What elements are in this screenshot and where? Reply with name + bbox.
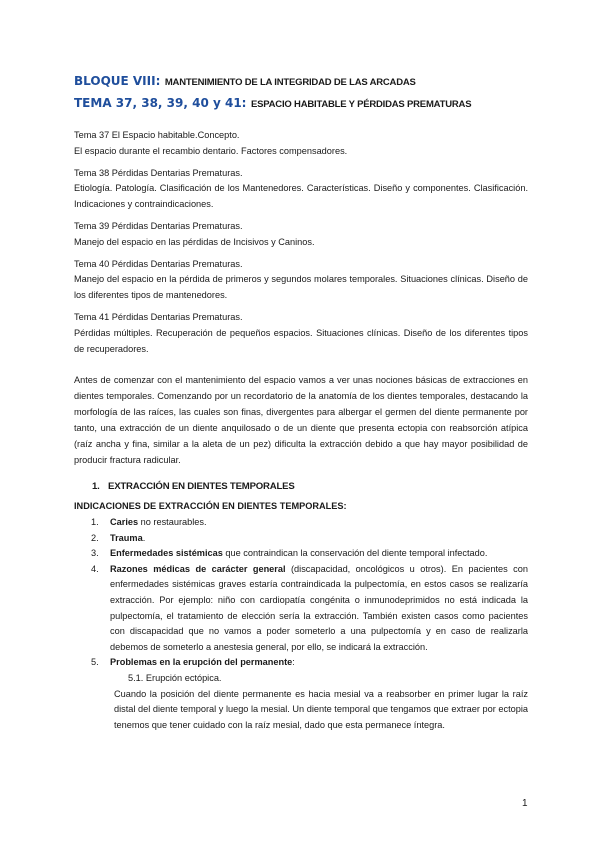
subitem — [110, 671, 528, 733]
item-lead: Trauma — [110, 532, 143, 543]
topic-heading: Tema 40 Pérdidas Dentarias Prematuras. — [74, 258, 243, 269]
subitem-title: Erupción ectópica. — [145, 672, 222, 683]
item-text: . — [142, 532, 146, 543]
item-number: 5. — [91, 657, 99, 668]
item-number: 1. — [91, 517, 99, 527]
list-item — [74, 655, 528, 733]
item-text: no restaurables. — [138, 517, 207, 527]
item-number: 3. — [91, 548, 99, 559]
topic-heading: Tema 39 Pérdidas Dentarias Prematuras. — [74, 220, 243, 231]
theme-label: TEMA 37, 38, 39, 40 y 41: — [74, 96, 247, 110]
topic-37 — [74, 128, 528, 160]
indications-subtitle: INDICACIONES DE EXTRACCIÓN EN DIENTES TEMPORALES: — [74, 501, 347, 511]
topic-38 — [74, 166, 528, 213]
list-item — [74, 531, 528, 547]
topic-text: Etiología. Patología. Clasificación de los Mantenedores. Características. Diseño y componentes. Clasificación. Indicaciones y contraindicaciones. — [74, 183, 528, 210]
block-header — [74, 72, 416, 90]
item-number: 4. — [91, 563, 99, 574]
topic-39 — [74, 219, 528, 251]
block-title: MANTENIMIENTO DE LA INTEGRIDAD DE LAS ARCADAS — [164, 77, 416, 88]
topic-41 — [74, 310, 528, 357]
topic-heading: Tema 41 Pérdidas Dentarias Prematuras. — [74, 311, 243, 322]
item-text: que contraindican la conservación del diente temporal infectado. — [222, 548, 488, 559]
page-number: 1 — [522, 798, 528, 809]
topic-text: Manejo del espacio en las pérdidas de Incisivos y Caninos. — [74, 236, 315, 247]
item-lead: Razones médicas de carácter general — [110, 563, 286, 574]
theme-header — [74, 94, 471, 112]
intro-paragraph: Antes de comenzar con el mantenimiento del espacio vamos a ver unas nociones básicas de extracciones en dientes temporales. Comenzando por un recordatorio de la anatomía de los dientes temporales, destacando la morfología de las raíces, las cuales son finas, divergentes para albergar el germen del diente permanente por tanto, una extracción de un diente anquilosado o de un diente que presenta ectopia con reabsorción atípica (raíz ancha y fina, similar a la aleta de un pez) dificulta la extracción debido a que hay mayor posibilidad de producir fractura radicular. — [74, 375, 528, 465]
section-number: 1. — [92, 481, 100, 492]
topic-heading: Tema 37 El Espacio habitable.Concepto. — [74, 130, 240, 140]
list-item — [74, 515, 528, 531]
topic-text: Pérdidas múltiples. Recuperación de pequeños espacios. Situaciones clínicas. Diseño de los diferentes tipos de recuperadores. — [74, 327, 528, 354]
topics-list — [74, 128, 528, 363]
item-text: : — [292, 657, 295, 668]
item-lead: Caries — [110, 517, 139, 527]
block-label: BLOQUE VIII: — [74, 74, 161, 88]
section-heading — [92, 481, 295, 492]
section-title: EXTRACCIÓN EN DIENTES TEMPORALES — [108, 481, 295, 492]
theme-title: ESPACIO HABITABLE Y PÉRDIDAS PREMATURAS — [250, 99, 472, 110]
item-lead: Problemas en la erupción del permanente — [110, 657, 293, 668]
topic-text: El espacio durante el recambio dentario. Factores compensadores. — [74, 145, 348, 156]
topic-40 — [74, 257, 528, 304]
item-number: 2. — [91, 532, 99, 543]
list-item — [74, 546, 528, 562]
item-lead: Enfermedades sistémicas — [110, 548, 223, 559]
subitem-number: 5.1. — [128, 672, 144, 683]
subitem-text: Cuando la posición del diente permanente es hacia mesial va a reabsorber en primer lugar la raíz distal del diente temporal y luego la mesial. Un diente temporal que tengamos que extraer por ectopia tenemos que tener cuidado con la raíz mesial, dado que esta permanece íntegra. — [114, 688, 528, 730]
item-text: (discapacidad, oncológicos u otros). En pacientes con enfermedades sistémicas graves estaría contraindicada la pulpectomía, en estos casos se realizaría extracción. Por ejemplo: niño con cardiopatía congénita o inmunodeprimidos no está indicada la pulpectomía, el tratamiento de elección sería la extracción. También existen casos como pacientes con discapacidad que no vamos a poder someterlo a una pulpectomía y en caso de realizarla debemos de someterlo a anestesia general, por ello, se indicará la extracción. — [110, 563, 528, 652]
list-item — [74, 562, 528, 656]
indications-list — [74, 515, 528, 733]
topic-text: Manejo del espacio en la pérdida de primeros y segundos molares temporales. Situaciones clínicas. Diseño de los diferentes tipos de mantenedores. — [74, 274, 528, 301]
topic-heading: Tema 38 Pérdidas Dentarias Prematuras. — [74, 167, 243, 178]
